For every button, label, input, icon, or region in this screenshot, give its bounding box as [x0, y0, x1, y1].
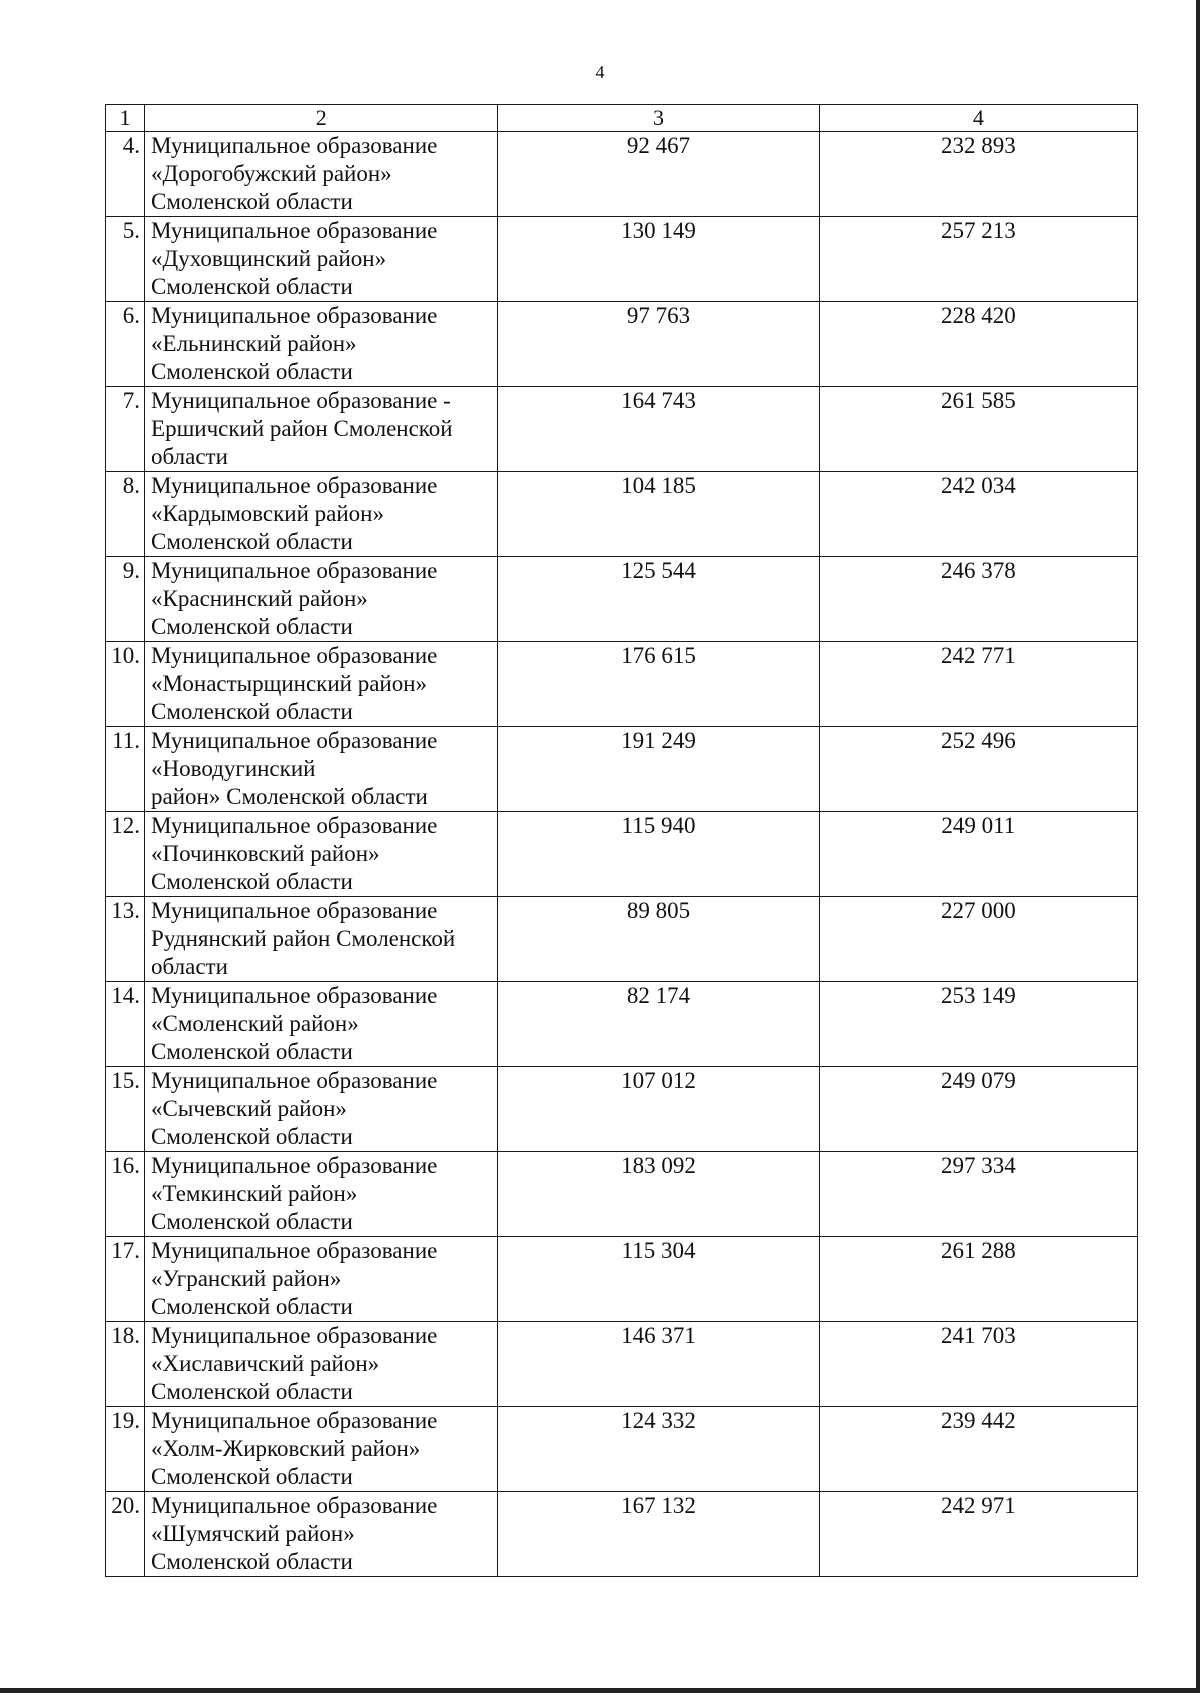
- value-col4: 239 442: [819, 1407, 1137, 1492]
- value-col4: 232 893: [819, 132, 1137, 217]
- value-col4: 257 213: [819, 217, 1137, 302]
- table-row: [106, 812, 1138, 897]
- table-row: [106, 1152, 1138, 1237]
- value-col3: 124 332: [498, 1407, 819, 1492]
- table-row: [106, 642, 1138, 727]
- municipality-name-line: Муниципальное образование: [151, 1068, 438, 1093]
- value-col3: 191 249: [498, 727, 819, 812]
- municipality-name-line: области: [151, 444, 228, 469]
- value-col3: 104 185: [498, 472, 819, 557]
- value-col3: 115 304: [498, 1237, 819, 1322]
- municipality-name: [145, 472, 498, 557]
- municipality-name-line: Смоленской области: [151, 699, 353, 724]
- value-col3: 176 615: [498, 642, 819, 727]
- table-row: [106, 217, 1138, 302]
- municipality-name-line: Муниципальное образование: [151, 1408, 438, 1433]
- municipality-name-line: области: [151, 954, 228, 979]
- value-col3: 125 544: [498, 557, 819, 642]
- value-col4: 242 034: [819, 472, 1137, 557]
- municipality-name: [145, 982, 498, 1067]
- table-row: [106, 557, 1138, 642]
- municipality-name-line: Смоленской области: [151, 1039, 353, 1064]
- municipality-name: [145, 812, 498, 897]
- municipality-name-line: «Кардымовский район»: [151, 501, 384, 526]
- municipality-name-line: район» Смоленской области: [151, 784, 428, 809]
- row-number: 15.: [106, 1067, 145, 1152]
- municipality-name: [145, 1407, 498, 1492]
- table-row: [106, 1322, 1138, 1407]
- municipality-name-line: Руднянский район Смоленской: [151, 926, 456, 951]
- municipality-name: [145, 1152, 498, 1237]
- row-number: 20.: [106, 1492, 145, 1577]
- value-col4: 249 079: [819, 1067, 1137, 1152]
- value-col3: 89 805: [498, 897, 819, 982]
- header-cell-2: 2: [145, 105, 498, 132]
- table-row: [106, 1407, 1138, 1492]
- municipality-name: [145, 1322, 498, 1407]
- header-cell-1: 1: [106, 105, 145, 132]
- municipality-name-line: Муниципальное образование: [151, 133, 438, 158]
- municipality-name: [145, 897, 498, 982]
- page-number: 4: [595, 62, 605, 82]
- value-col3: 167 132: [498, 1492, 819, 1577]
- municipality-name-line: Смоленской области: [151, 1464, 353, 1489]
- value-col3: 146 371: [498, 1322, 819, 1407]
- municipality-name-line: Муниципальное образование: [151, 1238, 438, 1263]
- municipality-name-line: Муниципальное образование: [151, 1323, 438, 1348]
- municipality-name-line: Смоленской области: [151, 529, 353, 554]
- municipality-name-line: Смоленской области: [151, 359, 353, 384]
- value-col4: 297 334: [819, 1152, 1137, 1237]
- municipality-name: [145, 132, 498, 217]
- municipality-name-line: «Холм-Жирковский район»: [151, 1436, 421, 1461]
- row-number: 19.: [106, 1407, 145, 1492]
- row-number: 18.: [106, 1322, 145, 1407]
- municipality-name-line: Муниципальное образование: [151, 728, 438, 753]
- municipality-name-line: «Починковский район»: [151, 841, 380, 866]
- value-col3: 115 940: [498, 812, 819, 897]
- municipality-name-line: Муниципальное образование: [151, 303, 438, 328]
- value-col3: 97 763: [498, 302, 819, 387]
- municipality-name-line: Ершичский район Смоленской: [151, 416, 453, 441]
- table-row: [106, 1067, 1138, 1152]
- value-col3: 130 149: [498, 217, 819, 302]
- right-border-line: [1196, 0, 1200, 1693]
- municipality-name: [145, 1237, 498, 1322]
- municipality-name-line: Смоленской области: [151, 1209, 353, 1234]
- value-col3: 107 012: [498, 1067, 819, 1152]
- municipality-name-line: Муниципальное образование: [151, 473, 438, 498]
- municipality-name-line: Смоленской области: [151, 189, 353, 214]
- municipality-name-line: «Краснинский район»: [151, 586, 368, 611]
- row-number: 17.: [106, 1237, 145, 1322]
- header-cell-3: 3: [498, 105, 819, 132]
- value-col4: 227 000: [819, 897, 1137, 982]
- municipality-name-line: Муниципальное образование: [151, 983, 438, 1008]
- table-row: [106, 727, 1138, 812]
- bottom-border-line: [0, 1688, 1200, 1693]
- row-number: 12.: [106, 812, 145, 897]
- municipality-name-line: «Сычевский район»: [151, 1096, 347, 1121]
- value-col3: 164 743: [498, 387, 819, 472]
- row-number: 11.: [106, 727, 145, 812]
- municipality-name: [145, 1492, 498, 1577]
- municipality-name-line: Муниципальное образование: [151, 1153, 438, 1178]
- row-number: 7.: [106, 387, 145, 472]
- municipality-name-line: «Духовщинский район»: [151, 246, 387, 271]
- table-body: [106, 105, 1138, 1577]
- municipality-name-line: Муниципальное образование: [151, 643, 438, 668]
- municipality-name-line: Муниципальное образование -: [151, 388, 451, 413]
- table-row: [106, 302, 1138, 387]
- municipality-name-line: Смоленской области: [151, 1124, 353, 1149]
- municipality-name-line: «Дорогобужский район»: [151, 161, 392, 186]
- value-col3: 92 467: [498, 132, 819, 217]
- municipality-name-line: Муниципальное образование: [151, 218, 438, 243]
- table-row: [106, 1237, 1138, 1322]
- table-row: [106, 132, 1138, 217]
- municipality-name: [145, 387, 498, 472]
- value-col4: 253 149: [819, 982, 1137, 1067]
- table-row: [106, 897, 1138, 982]
- municipality-name-line: Смоленской области: [151, 614, 353, 639]
- data-table: [105, 104, 1138, 1577]
- municipality-name-line: Смоленской области: [151, 869, 353, 894]
- value-col3: 82 174: [498, 982, 819, 1067]
- row-number: 5.: [106, 217, 145, 302]
- municipality-name-line: Муниципальное образование: [151, 898, 438, 923]
- row-number: 16.: [106, 1152, 145, 1237]
- municipality-name: [145, 727, 498, 812]
- table-row: [106, 472, 1138, 557]
- row-number: 4.: [106, 132, 145, 217]
- value-col4: 246 378: [819, 557, 1137, 642]
- row-number: 8.: [106, 472, 145, 557]
- row-number: 10.: [106, 642, 145, 727]
- municipality-name-line: Муниципальное образование: [151, 813, 438, 838]
- table-row: [106, 1492, 1138, 1577]
- value-col4: 228 420: [819, 302, 1137, 387]
- header-cell-4: 4: [819, 105, 1137, 132]
- municipality-name: [145, 302, 498, 387]
- table-row: [106, 982, 1138, 1067]
- value-col4: 261 585: [819, 387, 1137, 472]
- row-number: 13.: [106, 897, 145, 982]
- municipality-name-line: Смоленской области: [151, 1379, 353, 1404]
- municipality-name-line: «Монастырщинский район»: [151, 671, 428, 696]
- value-col3: 183 092: [498, 1152, 819, 1237]
- table-row: [106, 387, 1138, 472]
- table-header-row: [106, 105, 1138, 132]
- municipality-name-line: Смоленской области: [151, 1549, 353, 1574]
- municipality-name-line: «Угранский район»: [151, 1266, 342, 1291]
- value-col4: 242 971: [819, 1492, 1137, 1577]
- value-col4: 241 703: [819, 1322, 1137, 1407]
- municipality-name-line: Муниципальное образование: [151, 1493, 438, 1518]
- municipality-name: [145, 557, 498, 642]
- value-col4: 261 288: [819, 1237, 1137, 1322]
- municipality-name: [145, 1067, 498, 1152]
- value-col4: 252 496: [819, 727, 1137, 812]
- municipality-name-line: Муниципальное образование: [151, 558, 438, 583]
- row-number: 9.: [106, 557, 145, 642]
- municipality-name-line: «Ельнинский район»: [151, 331, 357, 356]
- row-number: 6.: [106, 302, 145, 387]
- municipality-name-line: «Шумячский район»: [151, 1521, 355, 1546]
- municipality-name: [145, 642, 498, 727]
- value-col4: 249 011: [819, 812, 1137, 897]
- value-col4: 242 771: [819, 642, 1137, 727]
- municipality-name-line: «Хиславичский район»: [151, 1351, 380, 1376]
- municipality-name-line: Смоленской области: [151, 1294, 353, 1319]
- municipality-name: [145, 217, 498, 302]
- municipality-name-line: Смоленской области: [151, 274, 353, 299]
- municipality-name-line: «Новодугинский: [151, 756, 316, 781]
- municipality-name-line: «Темкинский район»: [151, 1181, 358, 1206]
- row-number: 14.: [106, 982, 145, 1067]
- municipality-name-line: «Смоленский район»: [151, 1011, 359, 1036]
